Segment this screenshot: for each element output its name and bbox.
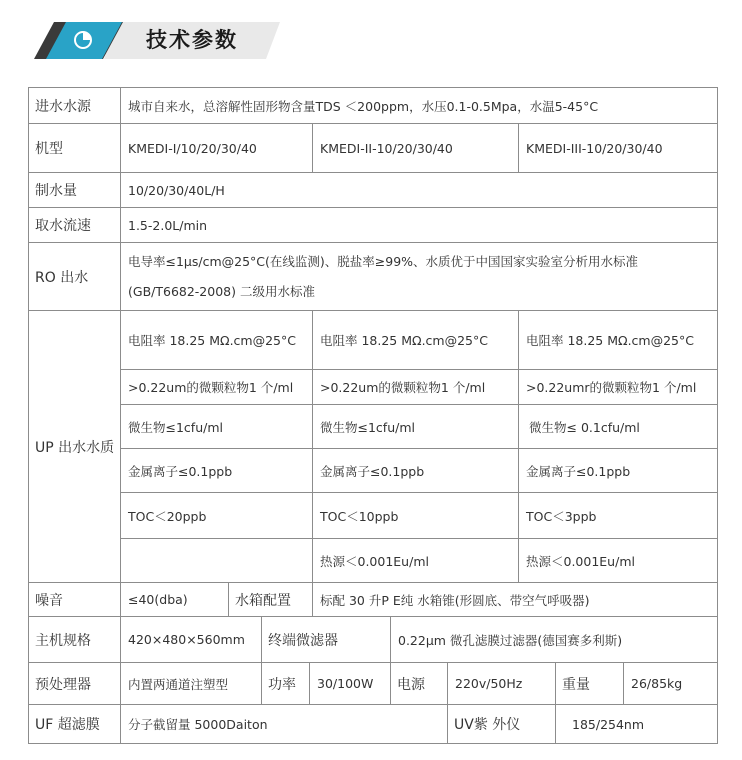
up-microbe-2: 微生物≤1cfu/ml [313,405,519,449]
up-metal-3: 金属离子≤0.1ppb [519,449,718,493]
uf-value: 分子截留量 5000Daiton [121,705,448,744]
tank-value: 标配 30 升P E纯 水箱锥(形圆底、带空气呼吸器) [313,583,718,617]
flow-value: 1.5-2.0L/min [121,208,718,243]
ro-label: RO 出水 [28,243,121,311]
spec-table [28,87,718,744]
weight-value: 26/85kg [624,663,718,705]
up-pyrogen-2: 热源＜0.001Eu/ml [313,539,519,583]
up-resistivity-3: 电阻率 18.25 MΩ.cm@25°C [519,311,718,370]
tank-label: 水箱配置 [229,583,313,617]
up-microbe-3: 微生物≤ 0.1cfu/ml [519,405,718,449]
inlet-label: 进水水源 [28,87,121,124]
up-particles-3: >0.22umr的微颗粒物1 个/ml [519,370,718,405]
output-value: 10/20/30/40L/H [121,173,718,208]
output-label: 制水量 [28,173,121,208]
power-label: 功率 [262,663,310,705]
weight-label: 重量 [556,663,624,705]
uf-label: UF 超滤膜 [28,705,121,744]
supply-label: 电源 [391,663,448,705]
inlet-value: 城市自来水，总溶解性固形物含量TDS ＜200ppm，水压0.1-0.5Mpa，水温5-45°C [121,87,718,124]
up-metal-2: 金属离子≤0.1ppb [313,449,519,493]
up-particles-1: >0.22um的微颗粒物1 个/ml [121,370,313,405]
model-2: KMEDI-II-10/20/30/40 [313,124,519,173]
terminal-filter-label: 终端微滤器 [262,617,391,663]
up-toc-1: TOC＜20ppb [121,493,313,539]
section-header [0,0,742,70]
ro-value: 电导率≤1μs/cm@25°C(在线监测)、脱盐率≥99%、水质优于中国国家实验室分析用水标准 (GB/T6682-2008) 二级用水标准 [121,243,718,311]
up-particles-2: >0.22um的微颗粒物1 个/ml [313,370,519,405]
up-resistivity-1: 电阻率 18.25 MΩ.cm@25°C [121,311,313,370]
model-1: KMEDI-I/10/20/30/40 [121,124,313,173]
up-toc-3: TOC＜3ppb [519,493,718,539]
supply-value: 220v/50Hz [448,663,556,705]
noise-value: ≤40(dba) [121,583,229,617]
uv-label: UV紫 外仪 [448,705,556,744]
up-label: UP 出水水质 [28,311,121,583]
pretreatment-value: 内置两通道注塑型 [121,663,262,705]
power-value: 30/100W [310,663,391,705]
uv-value: 185/254nm [556,705,718,744]
header-banner-graphic [0,0,742,70]
up-pyrogen-1 [121,539,313,583]
up-metal-1: 金属离子≤0.1ppb [121,449,313,493]
up-toc-2: TOC＜10ppb [313,493,519,539]
model-3: KMEDI-III-10/20/30/40 [519,124,718,173]
page-title: 技术参数 [146,28,238,52]
up-microbe-1: 微生物≤1cfu/ml [121,405,313,449]
flow-label: 取水流速 [28,208,121,243]
terminal-filter-value: 0.22μm 微孔滤膜过滤器(德国赛多利斯) [391,617,718,663]
host-label: 主机规格 [28,617,121,663]
model-label: 机型 [28,124,121,173]
pretreatment-label: 预处理器 [28,663,121,705]
noise-label: 噪音 [28,583,121,617]
up-resistivity-2: 电阻率 18.25 MΩ.cm@25°C [313,311,519,370]
host-value: 420×480×560mm [121,617,262,663]
up-pyrogen-3: 热源＜0.001Eu/ml [519,539,718,583]
